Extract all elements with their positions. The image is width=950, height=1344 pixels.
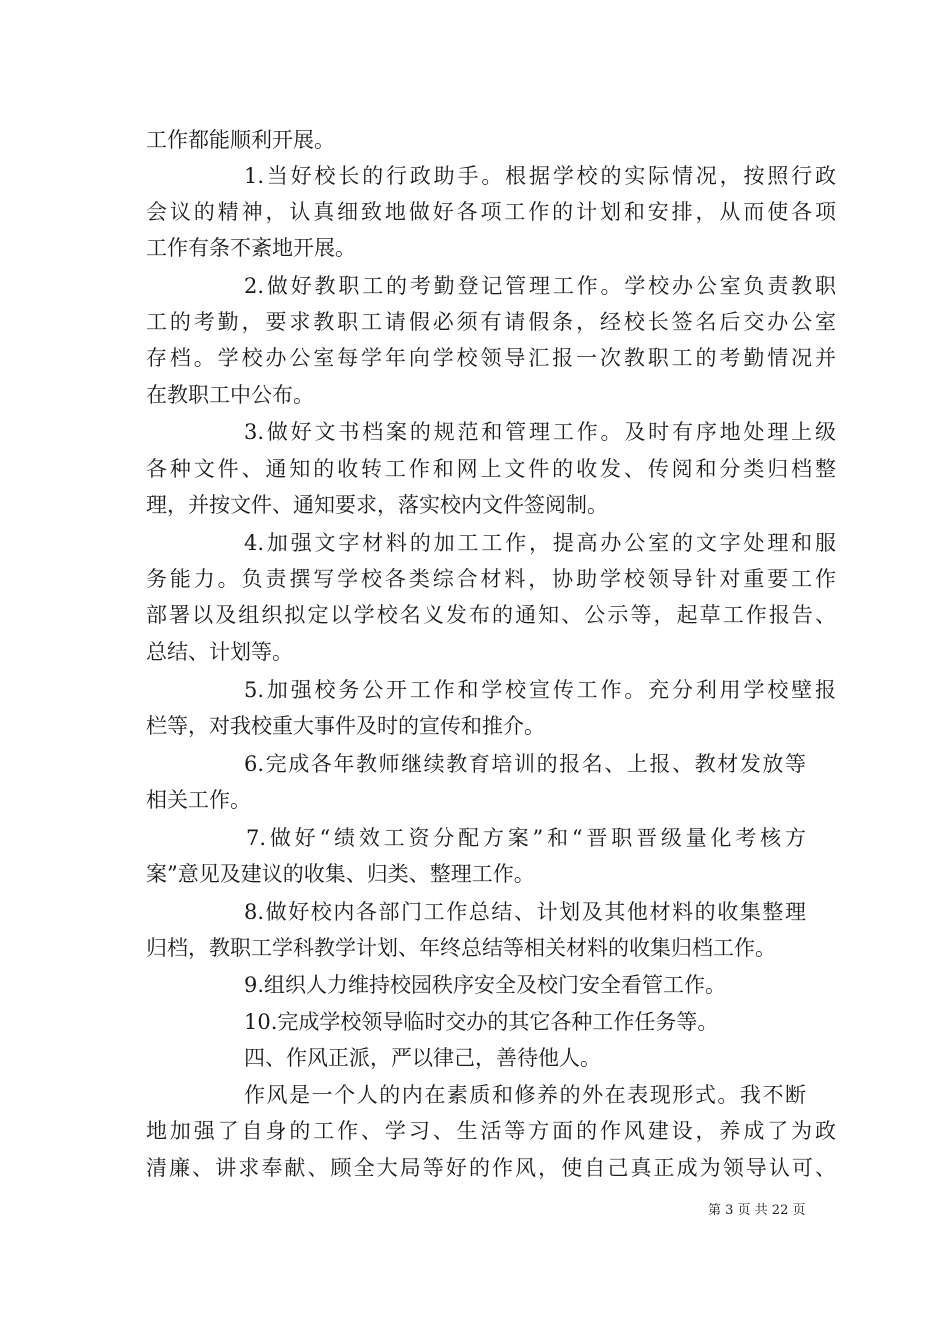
text-line: 清廉、讲求奉献、顾全大局等好的作风，使自己真正成为领导认可、 xyxy=(146,1156,836,1180)
text-line: 在教职工中公布。 xyxy=(146,383,314,407)
text-line: 6.完成各年教师继续教育培训的报名、上报、教材发放等 xyxy=(244,752,806,776)
text-line: 工作都能顺利开展。 xyxy=(146,128,335,152)
text-line: 9.组织人力维持校园秩序安全及校门安全看管工作。 xyxy=(244,973,727,997)
text-line: 地加强了自身的工作、学习、生活等方面的作风建设，养成了为政 xyxy=(146,1119,836,1143)
text-line: 理，并按文件、通知要求，落实校内文件签阅制。 xyxy=(146,493,608,517)
text-line: 相关工作。 xyxy=(146,788,251,812)
page-number-footer: 第 3 页 共 22 页 xyxy=(708,1203,806,1218)
text-line: 5.加强校务公开工作和学校宣传工作。充分利用学校壁报 xyxy=(244,678,836,702)
text-line: 归档，教职工学科教学计划、年终总结等相关材料的收集归档工作。 xyxy=(146,936,776,960)
text-line: 4.加强文字材料的加工工作，提高办公室的文字处理和服 xyxy=(244,531,836,555)
text-line: 1.当好校长的行政助手。根据学校的实际情况，按照行政 xyxy=(244,164,836,188)
text-line: 2.做好教职工的考勤登记管理工作。学校办公室负责教职 xyxy=(244,274,836,298)
text-line: 案”意见及建议的收集、归类、整理工作。 xyxy=(146,862,535,886)
text-line: 会议的精神，认真细致地做好各项工作的计划和安排，从而使各项 xyxy=(146,200,836,224)
text-line: 工的考勤，要求教职工请假必须有请假条，经校长签名后交办公室 xyxy=(146,310,836,334)
text-line: 3.做好文书档案的规范和管理工作。及时有序地处理上级 xyxy=(244,420,836,444)
text-line: 工作有条不紊地开展。 xyxy=(146,236,356,260)
text-line: 总结、计划等。 xyxy=(146,640,293,664)
text-line: 10.完成学校领导临时交办的其它各种工作任务等。 xyxy=(244,1010,719,1034)
text-line: 作风是一个人的内在素质和修养的外在表现形式。我不断 xyxy=(244,1083,806,1107)
text-line: 8.做好校内各部门工作总结、计划及其他材料的收集整理 xyxy=(244,900,806,924)
text-line: 7.做好“绩效工资分配方案”和“晋职晋级量化考核方 xyxy=(246,826,806,850)
text-line: 务能力。负责撰写学校各类综合材料，协助学校领导针对重要工作 xyxy=(146,567,836,591)
section-heading: 四、作风正派，严以律己，善待他人。 xyxy=(244,1046,601,1070)
text-line: 各种文件、通知的收转工作和网上文件的收发、传阅和分类归档整 xyxy=(146,457,836,481)
text-line: 栏等，对我校重大事件及时的宣传和推介。 xyxy=(146,714,545,738)
text-line: 存档。学校办公室每学年向学校领导汇报一次教职工的考勤情况并 xyxy=(146,346,836,370)
text-line: 部署以及组织拟定以学校名义发布的通知、公示等，起草工作报告、 xyxy=(146,603,836,627)
